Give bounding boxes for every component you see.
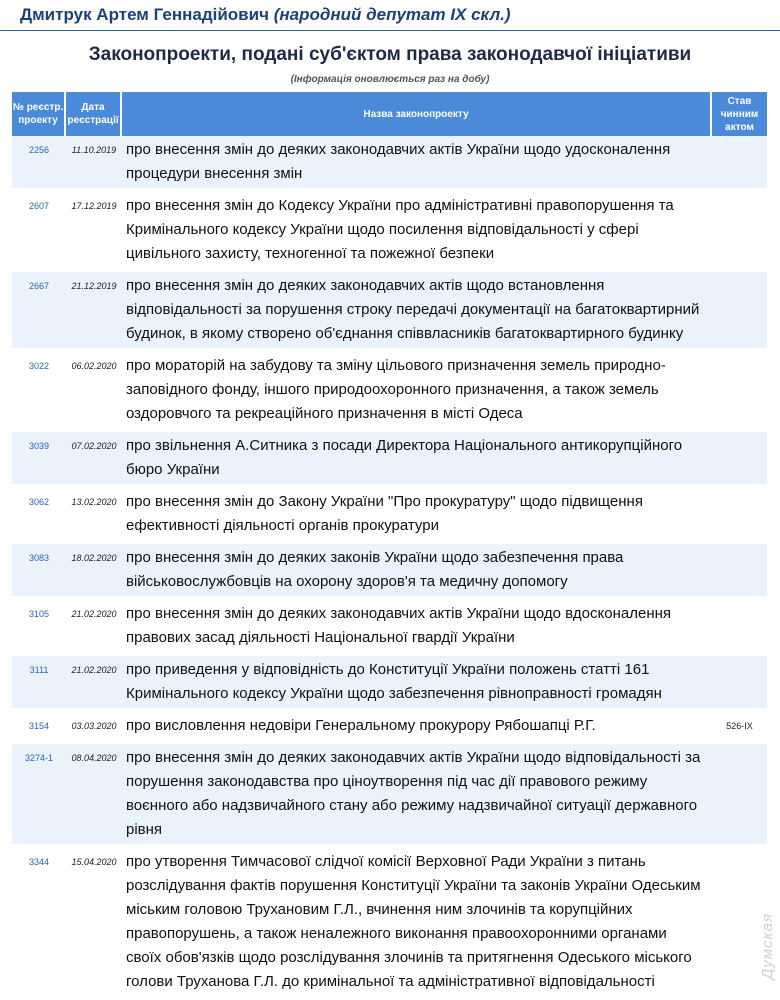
act-number — [712, 600, 767, 656]
act-number — [712, 352, 767, 432]
bill-number-link[interactable]: 3105 — [12, 600, 66, 656]
bill-title: про утворення Тимчасової слідчої комісії Верховної Ради України з питань розслідування фактів порушення Конституції України та законів України Одеським міським головою Трухановим Г.Л., вчинення ним злочинів та корупційних правопорушень, а також неналежного виконання правоохоронними органами своїх обов'язків щодо розслідування злочинів та притягнення Одеського міського голови Труханова Г.Л. до кримінальної та адміністративної відповідальності — [122, 848, 712, 1000]
header-reg-date — [66, 92, 122, 136]
table-header-row — [12, 92, 767, 136]
registration-date: 15.04.2020 — [66, 848, 122, 1000]
registration-date: 21.02.2020 — [66, 600, 122, 656]
bill-title: про приведення у відповідність до Конституції України положень статті 161 Кримінального кодексу України щодо забезпечення рівноправності громадян — [122, 656, 712, 712]
bill-title: про внесення змін до деяких законодавчих актів України щодо вдосконалення правових засад діяльності Національної гвардії України — [122, 600, 712, 656]
bill-number-link[interactable]: 3022 — [12, 352, 66, 432]
bill-title: про внесення змін до Кодексу України про адміністративні правопорушення та Кримінального кодексу України щодо посилення відповідальності у сфері цивільного захисту, техногенної та пожежної безпеки — [122, 192, 712, 272]
header-act-line1: Став — [727, 95, 752, 107]
deputy-name: Дмитрук Артем Геннадійович — [20, 5, 269, 24]
header-act-line3: актом — [725, 121, 754, 133]
page-title: Законопроекти, подані суб'єктом права законодавчої ініціативи — [88, 44, 692, 65]
table-row — [12, 848, 767, 1000]
bill-number-link[interactable]: 3111 — [12, 656, 66, 712]
registration-date: 06.02.2020 — [66, 352, 122, 432]
registration-date: 13.02.2020 — [66, 488, 122, 544]
bills-table — [12, 92, 767, 1000]
bill-number-link[interactable]: 3274-1 — [12, 744, 66, 848]
act-number — [712, 432, 767, 488]
bill-title: про внесення змін до деяких законодавчих актів України щодо відповідальності за порушення законодавства про ціноутворення під час дії правового режиму воєнного або надзвичайного стану або режиму надзвичайної ситуації державного рівня — [122, 744, 712, 848]
bill-title: про внесення змін до Закону України "Про прокуратуру" щодо підвищення ефективності діяльності органів прокуратури — [122, 488, 712, 544]
act-number — [712, 656, 767, 712]
bill-title: про мораторій на забудову та зміну цільового призначення земель природно-заповідного фонду, іншого природоохоронного призначення, а також земель оздоровчого та рекреаційного призначення в місті Одеса — [122, 352, 712, 432]
table-row — [12, 656, 767, 712]
header-reg-no — [12, 92, 66, 136]
registration-date: 18.02.2020 — [66, 544, 122, 600]
header-reg-no-line2: проекту — [18, 115, 58, 126]
table-row — [12, 712, 767, 744]
act-number — [712, 488, 767, 544]
registration-date: 21.12.2019 — [66, 272, 122, 352]
registration-date: 07.02.2020 — [66, 432, 122, 488]
table-row — [12, 136, 767, 192]
watermark-logo: Думская — [759, 912, 776, 979]
header-act-line2: чинним — [720, 108, 759, 120]
registration-date: 08.04.2020 — [66, 744, 122, 848]
bill-title: про внесення змін до деяких законів України щодо забезпечення права військовослужбовців на охорону здоров'я та медичну допомогу — [122, 544, 712, 600]
bill-title: про внесення змін до деяких законодавчих актів щодо встановлення відповідальності за порушення строку передачі документації на багатоквартирний будинок, в якому створено об'єднання співвласників багатоквартирного будинку — [122, 272, 712, 352]
bill-number-link[interactable]: 3154 — [12, 712, 66, 744]
bill-number-link[interactable]: 2667 — [12, 272, 66, 352]
table-row — [12, 192, 767, 272]
header-act — [712, 92, 767, 136]
bill-number-link[interactable]: 3083 — [12, 544, 66, 600]
bill-number-link[interactable]: 3344 — [12, 848, 66, 1000]
table-row — [12, 544, 767, 600]
table-row — [12, 432, 767, 488]
registration-date: 17.12.2019 — [66, 192, 122, 272]
update-note: (Інформація оновлюється раз на добу) — [290, 74, 490, 85]
table-row — [12, 488, 767, 544]
table-row — [12, 600, 767, 656]
bill-number-link[interactable]: 2607 — [12, 192, 66, 272]
registration-date: 03.03.2020 — [66, 712, 122, 744]
bill-number-link[interactable]: 3062 — [12, 488, 66, 544]
table-row — [12, 744, 767, 848]
header-reg-no-line1: № реєстр. — [12, 102, 64, 113]
header-reg-date-line1: Дата — [81, 102, 105, 113]
registration-date: 21.02.2020 — [66, 656, 122, 712]
header-title: Назва законопроекту — [122, 92, 712, 136]
act-number — [712, 192, 767, 272]
bill-number-link[interactable]: 3039 — [12, 432, 66, 488]
table-row — [12, 272, 767, 352]
act-number — [712, 136, 767, 192]
act-number — [712, 272, 767, 352]
bill-title: про звільнення А.Ситника з посади Директора Національного антикорупційного бюро України — [122, 432, 712, 488]
header-reg-date-line2: реєстрації — [67, 115, 119, 126]
deputy-convocation: (народний депутат IX скл.) — [273, 5, 511, 24]
act-number — [712, 744, 767, 848]
bill-number-link[interactable]: 2256 — [12, 136, 66, 192]
act-number: 526-IX — [712, 712, 767, 744]
registration-date: 11.10.2019 — [66, 136, 122, 192]
deputy-header — [0, 0, 780, 31]
bill-title: про внесення змін до деяких законодавчих актів України щодо удосконалення процедури внесення змін — [122, 136, 712, 192]
bill-title: про висловлення недовіри Генеральному прокурору Рябошапці Р.Г. — [122, 712, 712, 744]
act-number — [712, 544, 767, 600]
table-row — [12, 352, 767, 432]
